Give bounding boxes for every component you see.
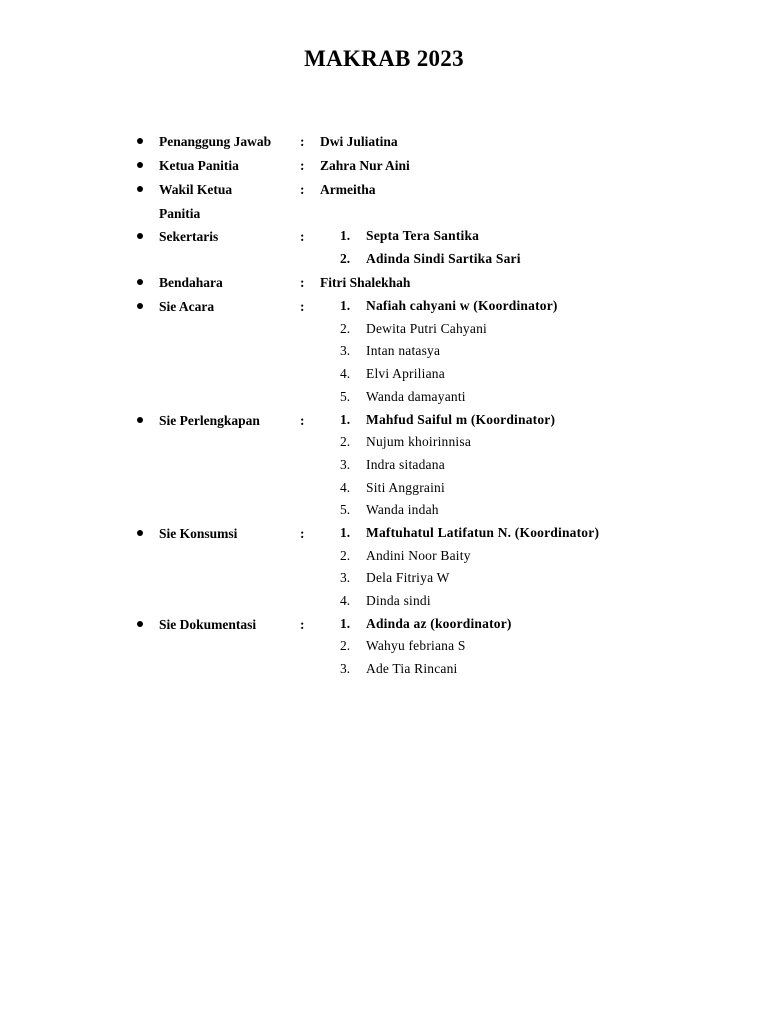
role-value: Zahra Nur Aini (320, 158, 410, 173)
role-label: Sie Perlengkapan (159, 412, 260, 428)
separator-colon: : (300, 616, 305, 632)
roster-entry-sekertaris: Sekertaris : 1. Septa Tera Santika 2. Adinda Sindi Sartika Sari (0, 225, 768, 270)
role-label-line2: Panitia (159, 205, 201, 221)
roster-entry-sie-perlengkapan: Sie Perlengkapan : 1. Mahfud Saiful m (Koordinator) 2. Nujum khoirinnisa 3. Indra sitadana 4. Siti Anggraini 5. Wanda indah (0, 409, 768, 523)
roster-entry-sie-konsumsi: Sie Konsumsi : 1. Maftuhatul Latifatun N. (Koordinator) 2. Andini Noor Baity 3. Dela Fitriya W 4. Dinda sindi (0, 522, 768, 613)
bullet-icon (137, 417, 143, 423)
bullet-icon (137, 233, 143, 239)
roster-entry-wakil-ketua (0, 178, 768, 224)
bullet-icon (137, 303, 143, 309)
roster-entry-bendahara (0, 271, 768, 294)
separator-colon: : (300, 299, 305, 314)
role-value: Fitri Shalekhah (320, 275, 411, 290)
separator-colon: : (300, 182, 305, 197)
bullet-icon (137, 621, 143, 627)
role-label: Sie Acara (159, 299, 215, 314)
separator-colon: : (300, 229, 305, 244)
role-label: Sie Konsumsi (159, 526, 238, 541)
role-label (159, 178, 291, 225)
role-label-line1: Wakil Ketua (159, 182, 233, 197)
separator-colon: : (300, 158, 305, 173)
bullet-icon (137, 162, 143, 168)
bullet-icon (137, 138, 143, 144)
role-value: Dwi Juliatina (320, 134, 398, 149)
separator-colon: : (300, 134, 305, 149)
bullet-icon (137, 279, 143, 285)
role-label: Sie Dokumentasi (159, 616, 257, 632)
role-value: Armeitha (320, 182, 376, 197)
separator-colon: : (300, 275, 305, 290)
roster-entry-penanggung-jawab (0, 130, 768, 153)
roster-entry-ketua-panitia (0, 154, 768, 177)
roster-entry-sie-dokumentasi: Sie Dokumentasi : 1. Adinda az (koordinator) 2. Wahyu febriana S 3. Ade Tia Rincani (0, 613, 768, 681)
role-label: Bendahara (159, 275, 223, 290)
role-label: Penanggung Jawab (159, 134, 272, 149)
separator-colon: : (300, 412, 305, 428)
bullet-icon (137, 186, 143, 192)
role-label: Sekertaris (159, 229, 219, 244)
separator-colon: : (300, 526, 305, 541)
role-label: Ketua Panitia (159, 158, 239, 173)
document-title: MAKRAB 2023 (304, 46, 464, 71)
roster-entry-sie-acara: Sie Acara : 1. Nafiah cahyani w (Koordinator) 2. Dewita Putri Cahyani 3. Intan natasya 4. Elvi Apriliana 5. Wanda damayanti (0, 295, 768, 409)
bullet-icon (137, 530, 143, 536)
committee-roster (0, 130, 768, 676)
